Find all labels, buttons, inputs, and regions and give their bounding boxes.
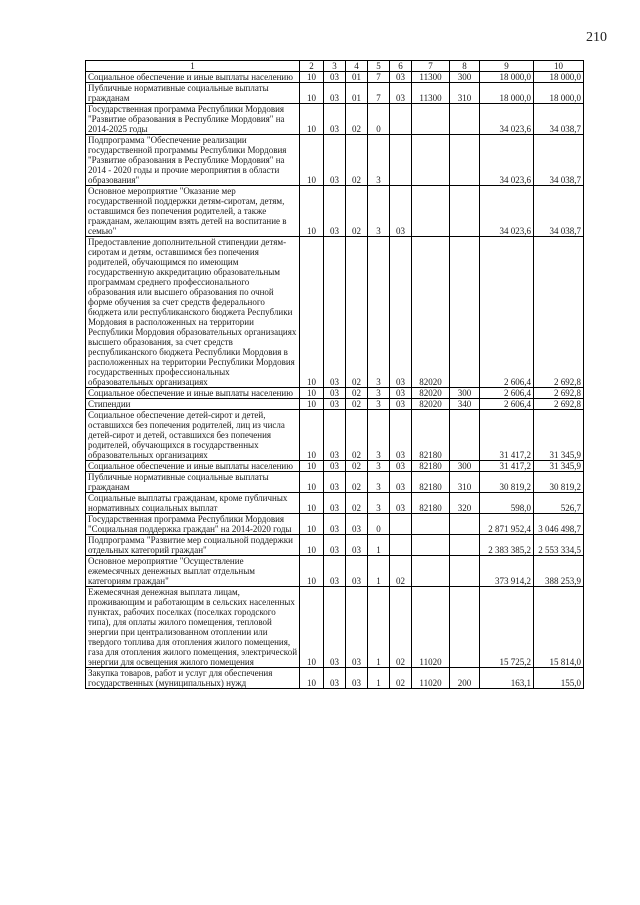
subprogram-code: 1 [368, 668, 390, 689]
table-row [86, 237, 584, 388]
program-code: 02 [346, 237, 368, 388]
subprogram-code: 3 [368, 399, 390, 410]
amount-year-1: 34 023,6 [480, 135, 534, 186]
direction-code [412, 135, 450, 186]
subprogram-code: 3 [368, 186, 390, 237]
subsection-code: 03 [324, 556, 346, 587]
subprogram-code: 1 [368, 587, 390, 668]
amount-year-2: 388 253,9 [534, 556, 584, 587]
expense-type-code [450, 535, 480, 556]
table-row [86, 135, 584, 186]
direction-code: 82180 [412, 493, 450, 514]
column-header: 1 [86, 61, 300, 72]
subsection-code: 03 [324, 135, 346, 186]
section-code: 10 [300, 472, 324, 493]
expense-type-code: 300 [450, 388, 480, 399]
subsection-code: 03 [324, 461, 346, 472]
section-code: 10 [300, 535, 324, 556]
table-row [86, 514, 584, 535]
amount-year-2: 15 814,0 [534, 587, 584, 668]
direction-code: 11300 [412, 83, 450, 104]
column-header: 3 [324, 61, 346, 72]
expense-type-code [450, 587, 480, 668]
section-code: 10 [300, 388, 324, 399]
program-code: 03 [346, 535, 368, 556]
row-name: Социальные выплаты гражданам, кроме публичных нормативных социальных выплат [86, 493, 300, 514]
amount-year-1: 598,0 [480, 493, 534, 514]
row-name: Основное мероприятие "Осуществление ежемесячных денежных выплат отдельным категориям граждан" [86, 556, 300, 587]
program-code: 03 [346, 514, 368, 535]
activity-code [390, 104, 412, 135]
subsection-code: 03 [324, 668, 346, 689]
amount-year-2: 2 692,8 [534, 237, 584, 388]
direction-code: 11020 [412, 587, 450, 668]
row-name: Публичные нормативные социальные выплаты гражданам [86, 83, 300, 104]
amount-year-2: 18 000,0 [534, 83, 584, 104]
direction-code [412, 535, 450, 556]
table-row [86, 668, 584, 689]
section-code: 10 [300, 410, 324, 461]
direction-code: 82020 [412, 399, 450, 410]
amount-year-1: 34 023,6 [480, 104, 534, 135]
activity-code: 03 [390, 83, 412, 104]
column-header: 6 [390, 61, 412, 72]
subprogram-code: 3 [368, 237, 390, 388]
expense-type-code [450, 237, 480, 388]
amount-year-1: 15 725,2 [480, 587, 534, 668]
amount-year-1: 31 417,2 [480, 410, 534, 461]
table-row [86, 388, 584, 399]
table-row [86, 72, 584, 83]
activity-code: 02 [390, 587, 412, 668]
program-code: 02 [346, 104, 368, 135]
direction-code [412, 104, 450, 135]
column-header: 2 [300, 61, 324, 72]
program-code: 01 [346, 72, 368, 83]
amount-year-1: 18 000,0 [480, 83, 534, 104]
amount-year-1: 31 417,2 [480, 461, 534, 472]
row-name: Социальное обеспечение и иные выплаты населению [86, 72, 300, 83]
activity-code: 03 [390, 493, 412, 514]
subprogram-code: 1 [368, 535, 390, 556]
direction-code: 82180 [412, 410, 450, 461]
subsection-code: 03 [324, 493, 346, 514]
amount-year-1: 2 871 952,4 [480, 514, 534, 535]
table-row [86, 104, 584, 135]
program-code: 03 [346, 556, 368, 587]
subsection-code: 03 [324, 237, 346, 388]
subsection-code: 03 [324, 83, 346, 104]
activity-code [390, 535, 412, 556]
program-code: 02 [346, 410, 368, 461]
activity-code: 03 [390, 72, 412, 83]
amount-year-2: 34 038,7 [534, 104, 584, 135]
amount-year-2: 526,7 [534, 493, 584, 514]
program-code: 01 [346, 83, 368, 104]
program-code: 02 [346, 186, 368, 237]
program-code: 02 [346, 388, 368, 399]
row-name: Публичные нормативные социальные выплаты гражданам [86, 472, 300, 493]
activity-code: 02 [390, 556, 412, 587]
row-name: Закупка товаров, работ и услуг для обеспечения государственных (муниципальных) нужд [86, 668, 300, 689]
section-code: 10 [300, 587, 324, 668]
subprogram-code: 3 [368, 461, 390, 472]
table-row [86, 535, 584, 556]
section-code: 10 [300, 399, 324, 410]
program-code: 02 [346, 135, 368, 186]
expense-type-code: 300 [450, 461, 480, 472]
program-code: 02 [346, 493, 368, 514]
section-code: 10 [300, 72, 324, 83]
amount-year-1: 373 914,2 [480, 556, 534, 587]
amount-year-2: 155,0 [534, 668, 584, 689]
activity-code: 03 [390, 461, 412, 472]
table-row [86, 587, 584, 668]
activity-code: 03 [390, 237, 412, 388]
row-name: Социальное обеспечение и иные выплаты населению [86, 461, 300, 472]
amount-year-2: 31 345,9 [534, 410, 584, 461]
amount-year-2: 2 692,8 [534, 399, 584, 410]
subsection-code: 03 [324, 410, 346, 461]
activity-code: 03 [390, 399, 412, 410]
expense-type-code: 320 [450, 493, 480, 514]
program-code: 02 [346, 461, 368, 472]
row-name: Предоставление дополнительной стипендии детям-сиротам и детям, оставшимся без попечения родителей, обучающимся по имеющим государственную аккредитацию образовательным программам среднего профессионального образования или высшего образования по очной форме обучения за счет средств федерального бюджета или республиканского бюджета Республики Мордовия в расположенных на территории Республики Мордовия образовательных организациях высшего образования, за счет средств республиканского бюджета Республики Мордовия в расположенных на территории Республики Мордовия государственных профессиональных образовательных организациях [86, 237, 300, 388]
amount-year-2: 3 046 498,7 [534, 514, 584, 535]
subsection-code: 03 [324, 587, 346, 668]
column-header: 9 [480, 61, 534, 72]
table-row [86, 410, 584, 461]
activity-code: 03 [390, 388, 412, 399]
row-name: Государственная программа Республики Мордовия "Развитие образования в Республике Мордовия" на 2014-2025 годы [86, 104, 300, 135]
subprogram-code: 3 [368, 493, 390, 514]
activity-code: 02 [390, 668, 412, 689]
column-header: 4 [346, 61, 368, 72]
subsection-code: 03 [324, 535, 346, 556]
subsection-code: 03 [324, 472, 346, 493]
subprogram-code: 1 [368, 556, 390, 587]
subsection-code: 03 [324, 104, 346, 135]
amount-year-2: 2 692,8 [534, 388, 584, 399]
row-name: Ежемесячная денежная выплата лицам, проживающим и работающим в сельских населенных пунктах, рабочих поселках (поселках городского типа), для оплаты жилого помещения, тепловой энергии при централизованном отоплении или твердого топлива для отопления жилого помещения, газа для отопления жилого помещения, электрической энергии для освещения жилого помещения [86, 587, 300, 668]
budget-table [85, 60, 584, 689]
program-code: 03 [346, 668, 368, 689]
activity-code [390, 514, 412, 535]
amount-year-1: 2 606,4 [480, 399, 534, 410]
expense-type-code: 200 [450, 668, 480, 689]
direction-code [412, 556, 450, 587]
expense-type-code: 300 [450, 72, 480, 83]
subsection-code: 03 [324, 514, 346, 535]
table-row [86, 83, 584, 104]
direction-code: 82020 [412, 388, 450, 399]
direction-code: 82180 [412, 461, 450, 472]
section-code: 10 [300, 514, 324, 535]
direction-code: 11300 [412, 72, 450, 83]
amount-year-1: 34 023,6 [480, 186, 534, 237]
direction-code: 11020 [412, 668, 450, 689]
table-row [86, 493, 584, 514]
column-header: 5 [368, 61, 390, 72]
column-header: 10 [534, 61, 584, 72]
amount-year-1: 30 819,2 [480, 472, 534, 493]
row-name: Государственная программа Республики Мордовия "Социальная поддержка граждан" на 2014-2020 годы [86, 514, 300, 535]
table-row [86, 399, 584, 410]
amount-year-2: 34 038,7 [534, 186, 584, 237]
amount-year-2: 18 000,0 [534, 72, 584, 83]
amount-year-1: 163,1 [480, 668, 534, 689]
expense-type-code [450, 186, 480, 237]
expense-type-code [450, 410, 480, 461]
table-row [86, 461, 584, 472]
activity-code: 03 [390, 186, 412, 237]
direction-code [412, 514, 450, 535]
expense-type-code: 310 [450, 472, 480, 493]
direction-code [412, 186, 450, 237]
subprogram-code: 0 [368, 104, 390, 135]
section-code: 10 [300, 237, 324, 388]
expense-type-code [450, 556, 480, 587]
row-name: Социальное обеспечение детей-сирот и детей, оставшихся без попечения родителей, лиц из числа детей-сирот и детей, оставшихся без попечения родителей, обучающихся в государственных образовательных организациях [86, 410, 300, 461]
subprogram-code: 3 [368, 410, 390, 461]
subprogram-code: 3 [368, 388, 390, 399]
table-row [86, 472, 584, 493]
expense-type-code [450, 514, 480, 535]
subprogram-code: 0 [368, 514, 390, 535]
table-row [86, 556, 584, 587]
column-header: 7 [412, 61, 450, 72]
section-code: 10 [300, 83, 324, 104]
column-header: 8 [450, 61, 480, 72]
row-name: Основное мероприятие "Оказание мер государственной поддержки детям-сиротам, детям, оставшимся без попечения родителей, а также гражданам, желающим взять детей на воспитание в семью" [86, 186, 300, 237]
section-code: 10 [300, 461, 324, 472]
amount-year-2: 34 038,7 [534, 135, 584, 186]
section-code: 10 [300, 668, 324, 689]
subprogram-code: 3 [368, 472, 390, 493]
subprogram-code: 7 [368, 83, 390, 104]
program-code: 02 [346, 472, 368, 493]
amount-year-1: 2 383 385,2 [480, 535, 534, 556]
amount-year-1: 2 606,4 [480, 237, 534, 388]
subsection-code: 03 [324, 388, 346, 399]
row-name: Стипендии [86, 399, 300, 410]
amount-year-2: 2 553 334,5 [534, 535, 584, 556]
subsection-code: 03 [324, 72, 346, 83]
section-code: 10 [300, 135, 324, 186]
amount-year-2: 31 345,9 [534, 461, 584, 472]
amount-year-1: 2 606,4 [480, 388, 534, 399]
direction-code: 82180 [412, 472, 450, 493]
section-code: 10 [300, 186, 324, 237]
expense-type-code: 340 [450, 399, 480, 410]
program-code: 03 [346, 587, 368, 668]
expense-type-code [450, 104, 480, 135]
section-code: 10 [300, 493, 324, 514]
subprogram-code: 7 [368, 72, 390, 83]
program-code: 02 [346, 399, 368, 410]
row-name: Подпрограмма "Развитие мер социальной поддержки отдельных категорий граждан" [86, 535, 300, 556]
row-name: Социальное обеспечение и иные выплаты населению [86, 388, 300, 399]
header-row [86, 61, 584, 72]
subsection-code: 03 [324, 186, 346, 237]
subprogram-code: 3 [368, 135, 390, 186]
subsection-code: 03 [324, 399, 346, 410]
page-number: 210 [586, 30, 607, 45]
expense-type-code [450, 135, 480, 186]
section-code: 10 [300, 104, 324, 135]
direction-code: 82020 [412, 237, 450, 388]
amount-year-1: 18 000,0 [480, 72, 534, 83]
table-row [86, 186, 584, 237]
section-code: 10 [300, 556, 324, 587]
amount-year-2: 30 819,2 [534, 472, 584, 493]
row-name: Подпрограмма "Обеспечение реализации государственной программы Республики Мордовия "Развитие образования в Республике Мордовия" на 2014 - 2020 годы и прочие мероприятия в области образования" [86, 135, 300, 186]
activity-code: 03 [390, 410, 412, 461]
activity-code [390, 135, 412, 186]
expense-type-code: 310 [450, 83, 480, 104]
activity-code: 03 [390, 472, 412, 493]
